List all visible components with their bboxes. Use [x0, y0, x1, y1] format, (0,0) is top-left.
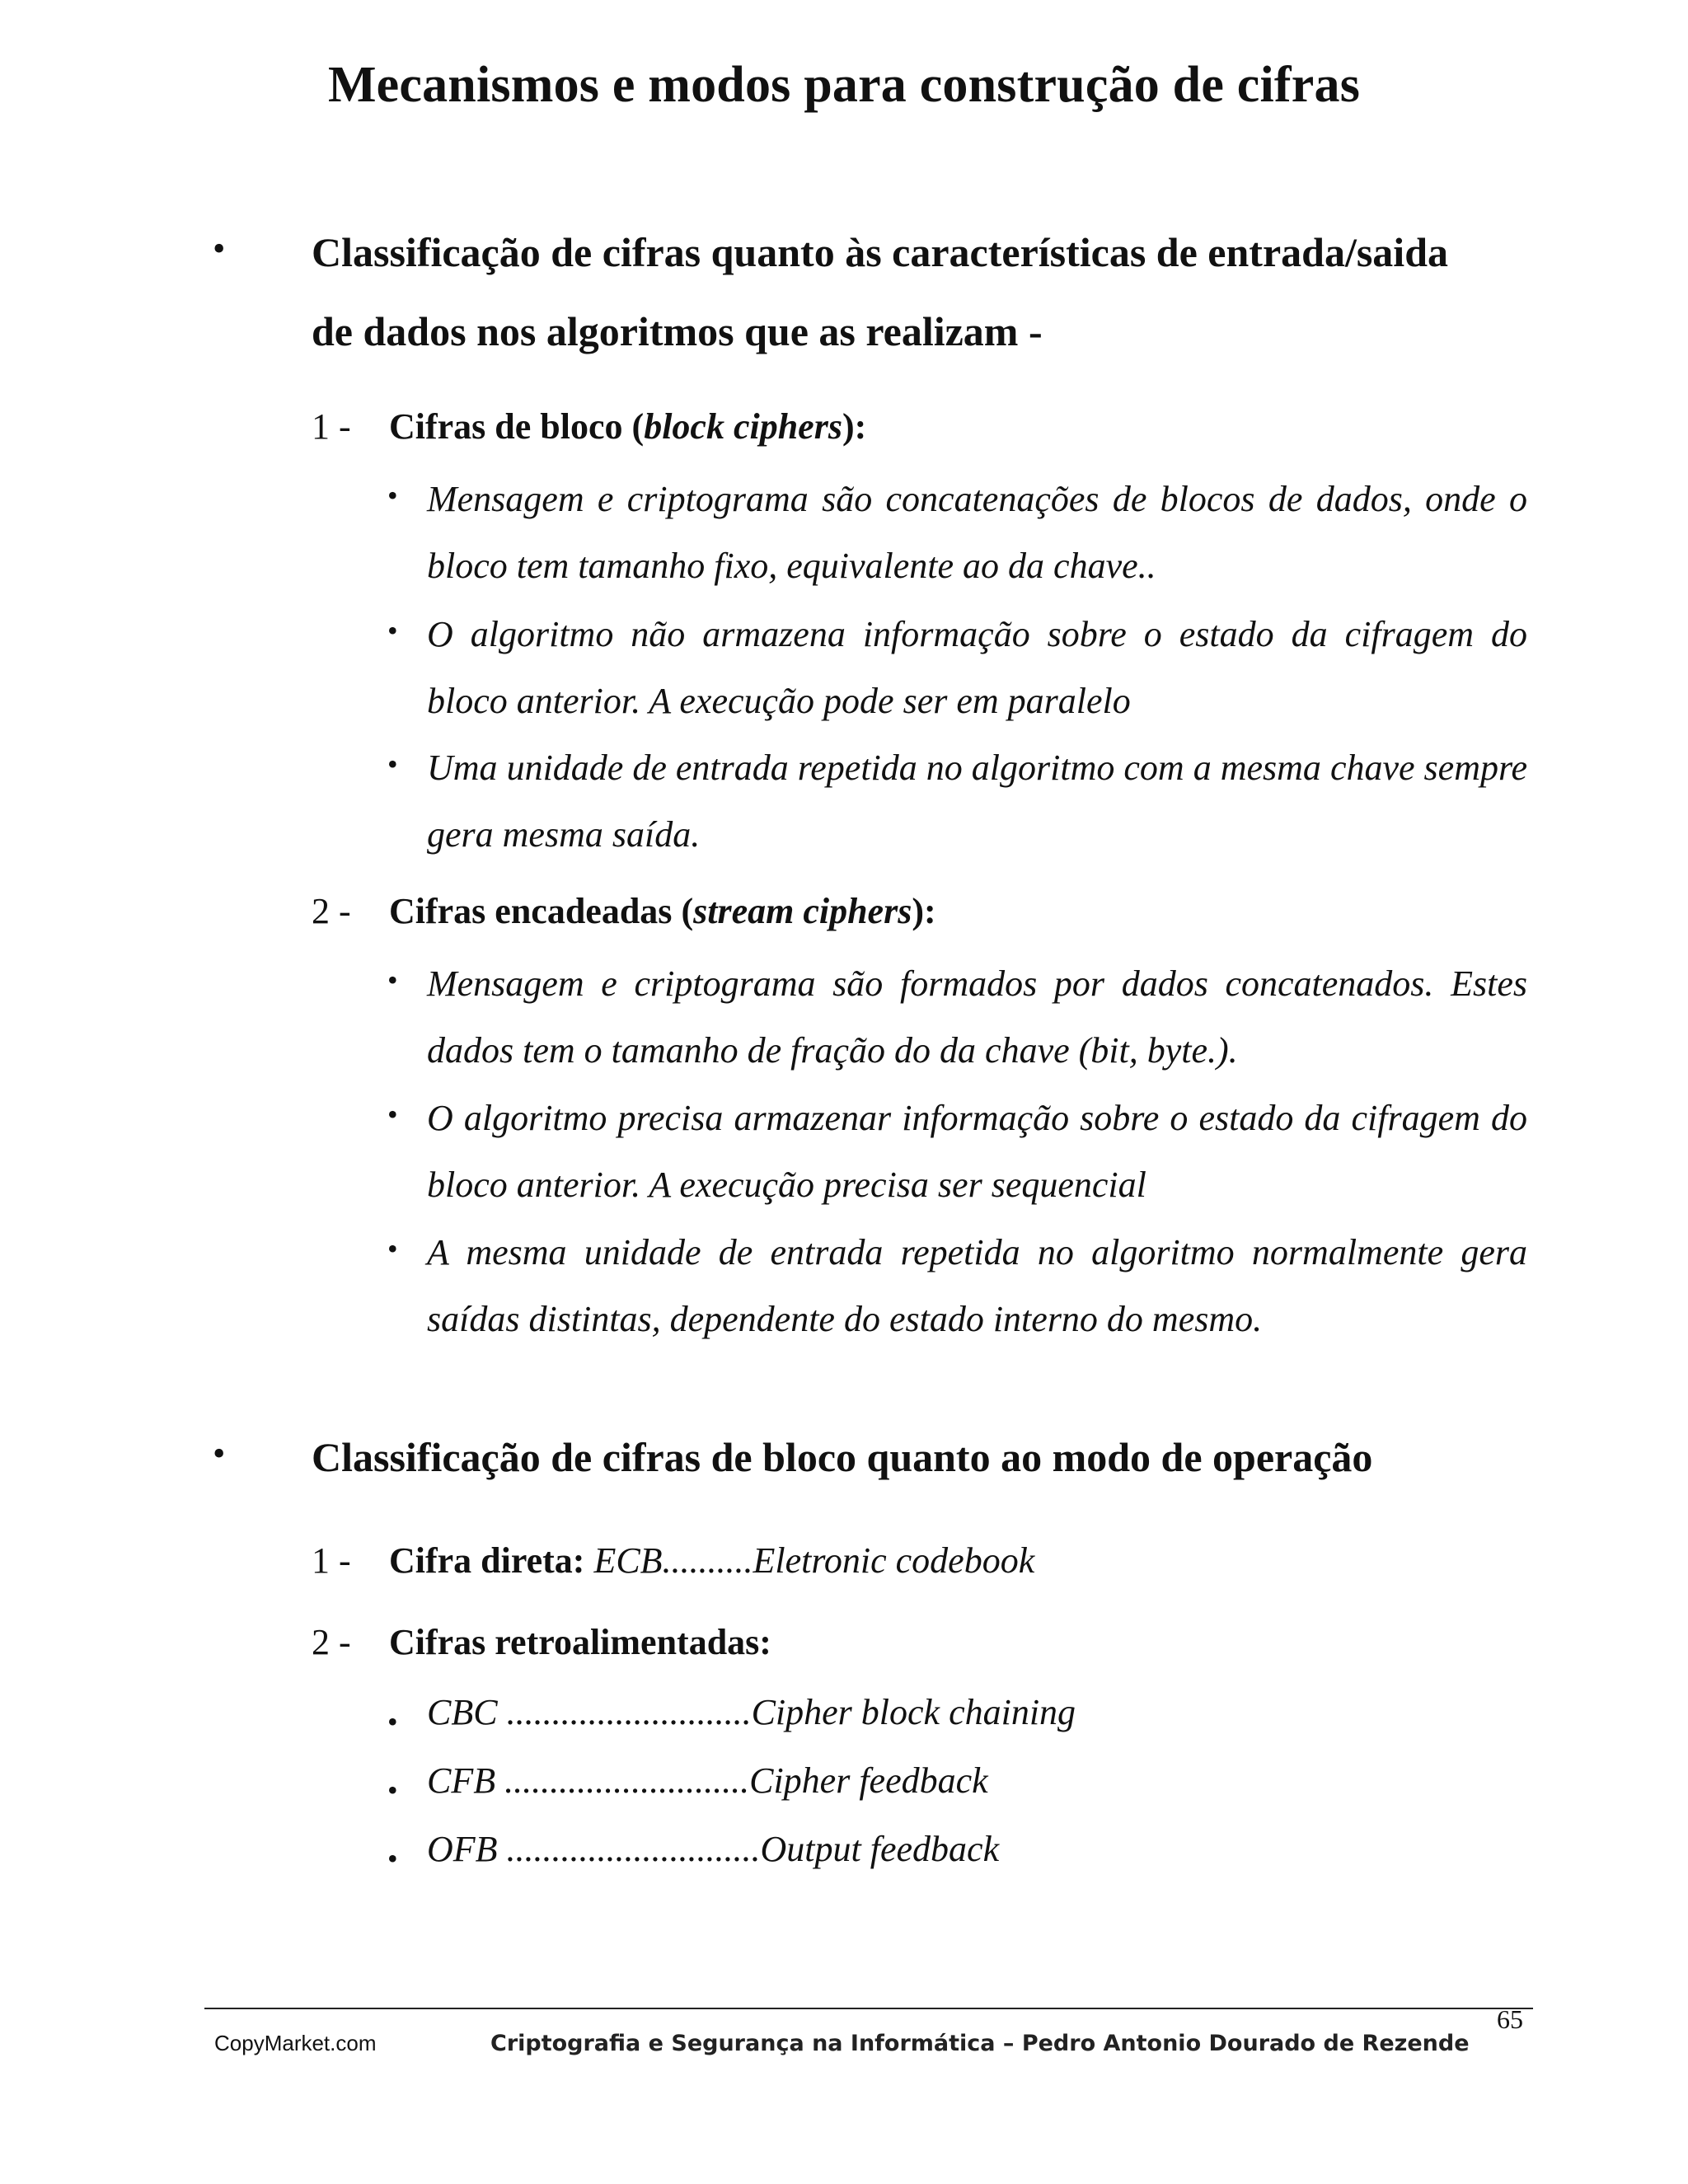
section2-item1 [389, 1540, 1034, 1582]
item1-label: Cifras de bloco [389, 406, 623, 447]
list-item: A mesma unidade de entrada repetida no algoritmo normalmente gera saídas distintas, dependente do estado interno do mesmo. [427, 1232, 1527, 1339]
list-bullet: • [387, 1705, 398, 1738]
item1-heading [389, 405, 866, 448]
section2-item1-number: 1 - [312, 1540, 351, 1581]
section2-item1-label: Cifra direta: [389, 1540, 585, 1581]
section1-heading-line1: Classificação de cifras quanto às características de entrada/saida [312, 229, 1449, 275]
section2-item2-label: Cifras retroalimentadas: [389, 1622, 771, 1662]
list-item: Mensagem e criptograma são formados por dados concatenados. Estes dados tem o tamanho de fração do da chave (bit, byte.). [427, 963, 1527, 1071]
list-item: O algoritmo precisa armazenar informação sobre o estado da cifragem do bloco anterior. A execução precisa ser sequencial [427, 1098, 1527, 1205]
page-number: 65 [1497, 2004, 1523, 2034]
section2-bullet: • [213, 1433, 226, 1474]
item2-heading [389, 890, 936, 932]
list-item: Uma unidade de entrada repetida no algoritmo com a mesma chave sempre gera mesma saída. [427, 748, 1527, 855]
section1-heading [312, 213, 1531, 371]
list-bullet: • [387, 963, 398, 996]
mode-cbc: CBC ...........................Cipher block chaining [427, 1692, 1076, 1732]
item2-term: stream ciphers [693, 891, 912, 931]
list-bullet: • [387, 748, 398, 780]
list-item: O algoritmo não armazena informação sobre o estado da cifragem do bloco anterior. A execução pode ser em paralelo [427, 614, 1527, 721]
list-bullet: • [387, 1842, 398, 1875]
item1-paren-open: ( [622, 406, 645, 447]
mode-ofb: OFB ............................Output feedback [427, 1829, 1000, 1869]
section1-heading-line2: de dados nos algoritmos que as realizam - [312, 308, 1043, 354]
item1-paren-close: ): [842, 406, 867, 447]
list-bullet: • [387, 1774, 398, 1807]
section2-heading: Classificação de cifras de bloco quanto ao modo de operação [312, 1434, 1373, 1480]
item2-paren-close: ): [912, 891, 936, 931]
item2-label: Cifras encadeadas [389, 891, 673, 931]
list-bullet: • [387, 614, 398, 647]
mode-cfb: CFB ...........................Cipher feedback [427, 1760, 988, 1801]
item1-term: block ciphers [644, 406, 842, 447]
list-item: Mensagem e criptograma são concatenações de blocos de dados, onde o bloco tem tamanho fixo, equivalente ao da chave.. [427, 479, 1527, 586]
item2-paren-open: ( [672, 891, 694, 931]
list-bullet: • [387, 1098, 398, 1131]
page-title: Mecanismos e modos para construção de cifras [327, 57, 1361, 113]
footer-book-title: Criptografia e Segurança na Informática – Pedro Antonio Dourado de Rezende [490, 2031, 1470, 2056]
item1-number: 1 - [312, 406, 351, 447]
footer-rule [204, 2008, 1533, 2009]
section1-bullet: • [213, 228, 226, 269]
item2-number: 2 - [312, 891, 351, 931]
list-bullet: • [387, 1232, 398, 1265]
footer-publisher: CopyMarket.com [214, 2031, 377, 2055]
list-bullet: • [387, 479, 398, 512]
section2-item1-text: ECB..........Eletronic codebook [593, 1540, 1035, 1581]
section2-item2-number: 2 - [312, 1622, 351, 1662]
